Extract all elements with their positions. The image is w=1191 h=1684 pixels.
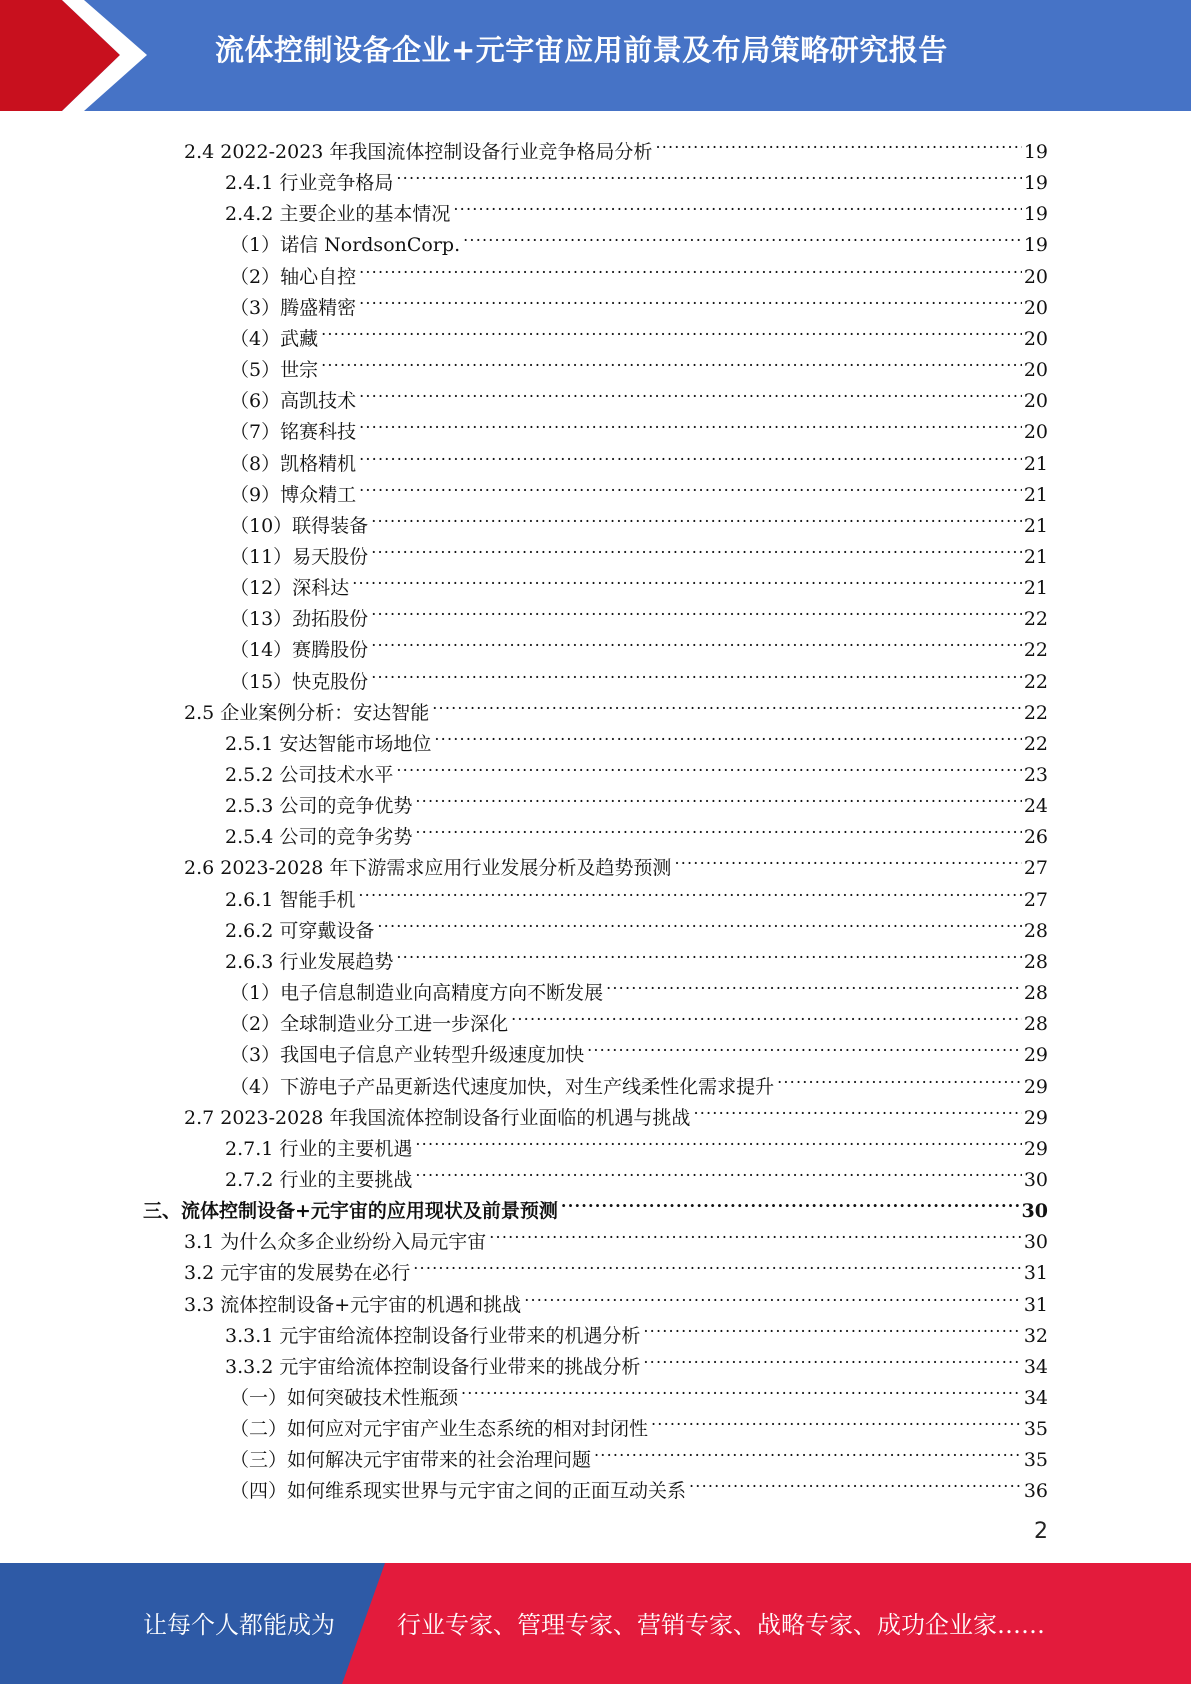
toc-entry-page: 22 — [1023, 608, 1048, 631]
toc-entry-page: 28 — [1023, 982, 1048, 1005]
toc-entry-page: 34 — [1023, 1387, 1048, 1409]
toc-entry-title: （11）易天股份 — [230, 545, 369, 568]
report-title: 流体控制设备企业+元宇宙应用前景及布局策略研究报告 — [215, 33, 948, 67]
toc-dot-leader — [524, 1280, 1022, 1311]
toc-entry-page: 23 — [1023, 764, 1048, 786]
toc-dot-leader — [415, 812, 1021, 843]
toc-dot-leader — [453, 189, 1021, 220]
toc-dot-leader — [377, 906, 1021, 937]
toc-entry[interactable] — [230, 439, 1048, 475]
toc-entry[interactable] — [225, 875, 1048, 911]
header-chevron-graphic — [0, 0, 160, 111]
toc-entry-title: 三、流体控制设备+元宇宙的应用现状及前景预测 — [143, 1200, 558, 1223]
toc-entry-page: 32 — [1023, 1324, 1048, 1347]
toc-entry-page: 22 — [1023, 639, 1048, 662]
toc-entry-title: 3.3.2 元宇宙给流体控制设备行业带来的挑战分析 — [225, 1355, 641, 1378]
toc-entry[interactable] — [230, 594, 1048, 631]
toc-entry-page: 21 — [1023, 452, 1048, 475]
toc-dot-leader — [606, 968, 1022, 999]
toc-entry-title: （10）联得装备 — [230, 514, 369, 537]
toc-entry[interactable] — [225, 719, 1048, 755]
toc-entry-title: （4）武藏 — [230, 327, 319, 350]
toc-entry-title: 2.5.3 公司的竞争优势 — [225, 795, 413, 818]
toc-entry-page: 20 — [1023, 359, 1048, 382]
toc-entry[interactable] — [184, 1093, 1048, 1129]
toc-entry[interactable] — [225, 750, 1048, 786]
toc-entry-page: 28 — [1023, 1013, 1048, 1036]
toc-entry-title: 2.5 企业案例分析：安达智能 — [184, 701, 430, 724]
toc-entry-title: （2）轴心自控 — [230, 265, 357, 288]
toc-dot-leader — [359, 470, 1022, 501]
toc-entry-title: （1）电子信息制造业向高精度方向不断发展 — [230, 982, 604, 1005]
toc-entry[interactable] — [225, 781, 1048, 818]
footer-slogan-left: 让每个人都能成为 — [143, 1611, 335, 1639]
toc-dot-leader — [511, 999, 1022, 1030]
toc-dot-leader — [371, 501, 1022, 532]
toc-entry-page: 26 — [1023, 826, 1048, 849]
toc-dot-leader — [777, 1062, 1022, 1093]
toc-entry[interactable] — [184, 1248, 1048, 1285]
toc-entry[interactable] — [230, 532, 1048, 568]
toc-entry[interactable] — [230, 657, 1048, 693]
toc-entry-page: 21 — [1023, 545, 1048, 568]
toc-entry-page: 34 — [1023, 1355, 1048, 1378]
toc-entry-page: 21 — [1023, 514, 1048, 537]
toc-entry-title: （14）赛腾股份 — [230, 639, 369, 662]
toc-entry-title: 3.2 元宇宙的发展势在必行 — [184, 1262, 411, 1285]
toc-entry[interactable] — [230, 345, 1048, 382]
toc-dot-leader — [415, 781, 1021, 812]
toc-entry-title: 2.4.2 主要企业的基本情况 — [225, 203, 451, 226]
toc-entry[interactable] — [230, 625, 1048, 662]
toc-dot-leader — [352, 563, 1022, 594]
toc-dot-leader — [463, 220, 1022, 251]
header-banner — [0, 0, 1191, 111]
toc-entry-page: 27 — [1023, 857, 1048, 880]
toc-entry-page: 28 — [1023, 950, 1048, 973]
toc-entry[interactable] — [184, 127, 1048, 163]
toc-entry-page: 29 — [1023, 1137, 1048, 1160]
toc-dot-leader — [415, 1124, 1021, 1155]
toc-entry[interactable] — [230, 501, 1048, 537]
footer-slogan-right: 行业专家、管理专家、营销专家、战略专家、成功企业家…… — [397, 1611, 1045, 1639]
toc-entry[interactable] — [230, 968, 1048, 1005]
toc-entry[interactable] — [225, 1124, 1048, 1160]
toc-entry-title: 2.7.1 行业的主要机遇 — [225, 1137, 413, 1160]
toc-entry-page: 30 — [1023, 1168, 1048, 1191]
toc-entry-title: 2.5.1 安达智能市场地位 — [225, 732, 432, 755]
toc-entry[interactable] — [230, 376, 1048, 413]
toc-dot-leader — [396, 937, 1021, 968]
toc-entry-title: 2.5.2 公司技术水平 — [225, 764, 394, 786]
toc-entry-title: 2.5.4 公司的竞争劣势 — [225, 826, 413, 849]
toc-entry[interactable] — [230, 999, 1048, 1036]
toc-dot-leader — [359, 376, 1022, 407]
toc-dot-leader — [321, 345, 1022, 376]
toc-entry-page: 21 — [1023, 577, 1048, 600]
toc-dot-leader — [461, 1373, 1022, 1404]
toc-dot-leader — [396, 750, 1021, 781]
toc-entry-page: 29 — [1023, 1044, 1048, 1067]
toc-dot-leader — [594, 1435, 1022, 1466]
toc-entry-title: 2.4 2022-2023 年我国流体控制设备行业竞争格局分析 — [184, 141, 653, 163]
toc-entry[interactable] — [230, 283, 1048, 319]
toc-entry[interactable] — [225, 937, 1048, 973]
toc-entry-title: （15）快克股份 — [230, 670, 369, 693]
toc-entry[interactable] — [230, 1466, 1048, 1503]
toc-dot-leader — [643, 1342, 1021, 1373]
toc-entry[interactable] — [184, 1217, 1048, 1254]
toc-entry[interactable] — [230, 1030, 1048, 1067]
toc-entry-title: （2）全球制造业分工进一步深化 — [230, 1013, 509, 1036]
toc-entry[interactable] — [225, 1155, 1048, 1191]
toc-entry-page: 36 — [1023, 1480, 1048, 1503]
toc-entry-title: （3）腾盛精密 — [230, 296, 357, 319]
toc-entry[interactable] — [230, 1373, 1048, 1409]
toc-entry-title: （8）凯格精机 — [230, 452, 357, 475]
toc-entry-page: 29 — [1023, 1075, 1048, 1098]
toc-entry-title: （12）深科达 — [230, 577, 350, 600]
toc-dot-leader — [321, 314, 1022, 345]
toc-entry-title: （一）如何突破技术性瓶颈 — [230, 1387, 459, 1409]
toc-dot-leader — [371, 532, 1022, 563]
toc-entry-page: 19 — [1023, 141, 1048, 163]
toc-entry-page: 28 — [1023, 919, 1048, 942]
footer-banner — [0, 1563, 1191, 1684]
toc-entry[interactable] — [225, 1342, 1048, 1378]
toc-entry-page: 35 — [1023, 1418, 1048, 1441]
toc-entry-page: 19 — [1023, 234, 1048, 257]
toc-entry-title: 2.7.2 行业的主要挑战 — [225, 1168, 413, 1191]
toc-entry-title: 2.6.3 行业发展趋势 — [225, 950, 394, 973]
toc-entry-page: 29 — [1023, 1106, 1048, 1129]
toc-entry[interactable] — [184, 843, 1048, 880]
toc-entry-title: （13）劲拓股份 — [230, 608, 369, 631]
toc-entry[interactable] — [230, 1062, 1048, 1098]
toc-entry-page: 35 — [1023, 1449, 1048, 1472]
toc-entry-page: 24 — [1023, 795, 1048, 818]
toc-entry-title: 3.3.1 元宇宙给流体控制设备行业带来的机遇分析 — [225, 1324, 641, 1347]
toc-dot-leader — [358, 875, 1021, 906]
toc-entry[interactable] — [225, 189, 1048, 226]
toc-entry-title: 2.6 2023-2028 年下游需求应用行业发展分析及趋势预测 — [184, 857, 672, 880]
toc-entry-page: 31 — [1023, 1262, 1048, 1285]
toc-dot-leader — [359, 283, 1022, 314]
page-number: 2 — [1034, 1519, 1048, 1544]
toc-entry[interactable] — [225, 812, 1048, 849]
toc-entry-page: 19 — [1023, 203, 1048, 226]
toc-entry-page: 30 — [1023, 1231, 1048, 1254]
toc-entry[interactable] — [184, 688, 1048, 724]
toc-entry-title: （3）我国电子信息产业转型升级速度加快 — [230, 1044, 585, 1067]
toc-dot-leader — [643, 1311, 1021, 1342]
toc-entry[interactable] — [143, 1186, 1048, 1223]
toc-entry[interactable] — [230, 252, 1048, 288]
toc-entry-page: 22 — [1023, 732, 1048, 755]
toc-dot-leader — [415, 1155, 1021, 1186]
toc-dot-leader — [359, 407, 1022, 438]
toc-entry-title: （9）博众精工 — [230, 483, 357, 506]
toc-entry[interactable] — [230, 1435, 1048, 1472]
toc-entry-page: 20 — [1023, 327, 1048, 350]
toc-dot-leader — [489, 1217, 1022, 1248]
toc-entry-title: （4）下游电子产品更新迭代速度加快，对生产线柔性化需求提升 — [230, 1075, 775, 1098]
toc-entry-page: 20 — [1023, 421, 1048, 444]
toc-entry-page: 27 — [1023, 888, 1048, 911]
toc-entry[interactable] — [184, 1280, 1048, 1316]
toc-dot-leader — [689, 1466, 1022, 1497]
toc-entry[interactable] — [230, 1404, 1048, 1441]
toc-dot-leader — [371, 657, 1022, 688]
toc-entry-page: 20 — [1023, 265, 1048, 288]
toc-entry-title: （二）如何应对元宇宙产业生态系统的相对封闭性 — [230, 1418, 649, 1441]
toc-entry-page: 20 — [1023, 296, 1048, 319]
toc-entry[interactable] — [230, 314, 1048, 350]
toc-dot-leader — [371, 594, 1022, 625]
toc-dot-leader — [359, 252, 1022, 283]
toc-entry-title: （6）高凯技术 — [230, 390, 357, 413]
toc-entry-page: 30 — [1021, 1200, 1048, 1223]
toc-entry-title: 2.7 2023-2028 年我国流体控制设备行业面临的机遇与挑战 — [184, 1106, 691, 1129]
toc-entry-page: 19 — [1023, 172, 1048, 195]
toc-entry-title: 2.6.2 可穿戴设备 — [225, 919, 375, 942]
toc-entry-page: 22 — [1023, 701, 1048, 724]
toc-entry[interactable] — [225, 158, 1048, 195]
toc-entry-title: 2.6.1 智能手机 — [225, 888, 356, 911]
toc-entry[interactable] — [225, 1311, 1048, 1347]
toc-entry-title: （四）如何维系现实世界与元宇宙之间的正面互动关系 — [230, 1480, 687, 1503]
toc-entry-page: 21 — [1023, 483, 1048, 506]
toc-entry-title: （1）诺信 NordsonCorp. — [230, 234, 461, 257]
toc-entry[interactable] — [230, 407, 1048, 444]
toc-dot-leader — [359, 439, 1022, 470]
toc-dot-leader — [587, 1030, 1022, 1061]
toc-dot-leader — [371, 625, 1022, 656]
toc-entry-page: 20 — [1023, 390, 1048, 413]
toc-entry[interactable] — [230, 470, 1048, 506]
toc-entry-title: （三）如何解决元宇宙带来的社会治理问题 — [230, 1449, 592, 1472]
toc-entry-title: （7）铭赛科技 — [230, 421, 357, 444]
toc-dot-leader — [413, 1248, 1022, 1279]
toc-dot-leader — [432, 688, 1022, 719]
toc-dot-leader — [674, 843, 1021, 874]
toc-entry-title: 3.3 流体控制设备+元宇宙的机遇和挑战 — [184, 1293, 522, 1316]
toc-entry[interactable] — [230, 220, 1048, 257]
toc-entry-title: （5）世宗 — [230, 359, 319, 382]
toc-dot-leader — [434, 719, 1021, 750]
toc-dot-leader — [396, 158, 1021, 189]
toc-entry[interactable] — [225, 906, 1048, 942]
toc-dot-leader — [655, 127, 1021, 158]
toc-entry-page: 31 — [1023, 1293, 1048, 1316]
toc-entry-title: 3.1 为什么众多企业纷纷入局元宇宙 — [184, 1231, 487, 1254]
toc-dot-leader — [561, 1186, 1020, 1217]
toc-entry-page: 22 — [1023, 670, 1048, 693]
toc-dot-leader — [651, 1404, 1022, 1435]
toc-dot-leader — [693, 1093, 1021, 1124]
toc-entry[interactable] — [230, 563, 1048, 600]
toc-entry-title: 2.4.1 行业竞争格局 — [225, 172, 394, 195]
